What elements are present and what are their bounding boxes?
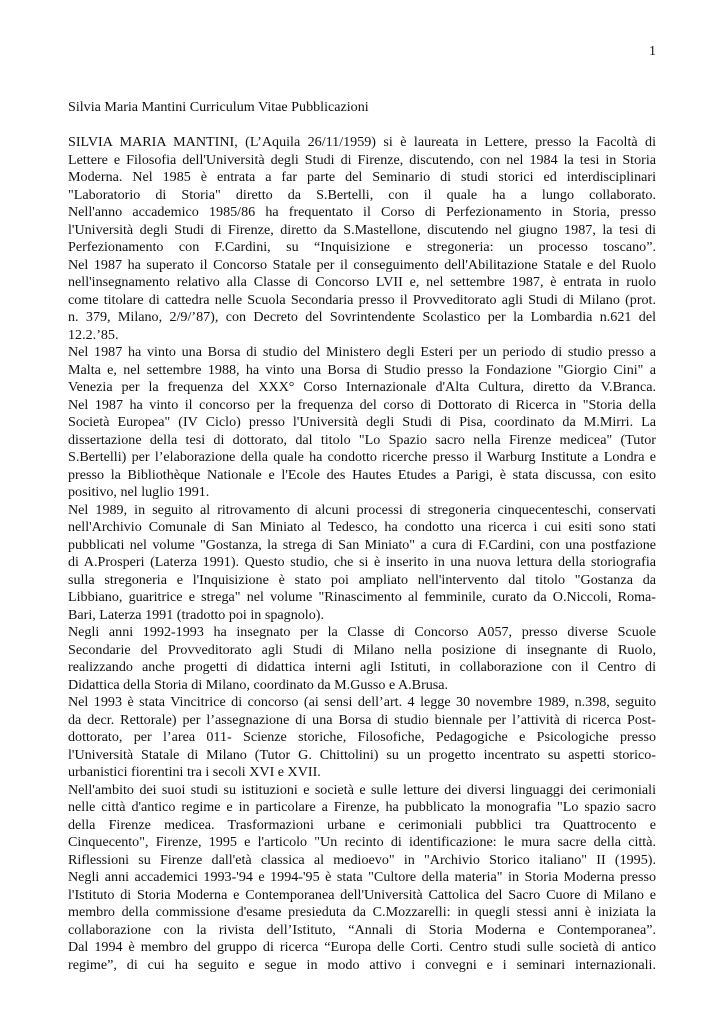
text-line: n. 379, Milano, 2/9/’87), con Decreto del Sovrintendente Scolastico per la Lombardia n.621 del: [68, 309, 656, 325]
text-line: l'Università degli Studi di Firenze, diretto da S.Mastellone, discutendo nel giugno 1987, la tesi di: [68, 221, 656, 238]
text-line: nell'insegnamento relativo alla Classe di Concorso LVII e, nel settembre 1987, è entrata in ruolo: [68, 274, 656, 290]
text-line: Nell'ambito dei suoi studi su istituzioni e società e sulle letture dei diversi linguaggi dei cerimoniali: [68, 781, 656, 798]
text-line: Nel 1987 ha superato il Concorso Statale per il conseguimento dell'Abilitazione Statale e del Ruolo: [68, 256, 656, 273]
text-line: sulla stregoneria e l'Inquisizione è stato poi ampliato nell'intervento dal titolo "Gostanza da: [68, 571, 656, 588]
text-line: Negli anni 1992-1993 ha insegnato per la Classe di Concorso A057, presso diverse Scuole: [68, 624, 656, 640]
document-body: [68, 134, 656, 974]
text-line: 12.2.’85.: [68, 326, 119, 343]
text-line: Nell'anno accademico 1985/86 ha frequentato il Corso di Perfezionamento in Storia, presso: [68, 204, 656, 220]
text-line: di A.Prosperi (Laterza 1991). Questo studio, che si è inserito in una nuova lettura della storiografia: [68, 554, 656, 570]
text-line: regime”, di cui ha seguito e segue in modo attivo i convegni e i seminari internazionali.: [68, 956, 656, 973]
text-line: dissertazione della tesi di dottorato, dal titolo "Lo Spazio sacro nella Firenze medicea" (Tutor: [68, 431, 656, 448]
text-line: Nel 1987 ha vinto il concorso per la frequenza del corso di Dottorato di Ricerca in "Storia della: [68, 396, 656, 413]
text-line: Nel 1989, in seguito al ritrovamento di alcuni processi di stregoneria cinquecenteschi, conservati: [68, 501, 656, 518]
page-number: 1: [649, 44, 656, 59]
text-line: Bari, Laterza 1991 (tradotto poi in spagnolo).: [68, 606, 324, 623]
text-line: da decr. Rettorale) per l’assegnazione di una Borsa di studio biennale per l’attività di ricerca Post-: [68, 711, 656, 728]
text-line: Nel 1987 ha vinto una Borsa di studio del Ministero degli Esteri per un periodo di studio presso a: [68, 344, 656, 360]
text-line: Negli anni accademici 1993-'94 e 1994-'95 è stata "Cultore della materia" in Storia Moderna presso: [68, 869, 656, 885]
text-line: presso la Bibliothèque Nationale e l'Ecole des Hautes Etudes a Parigi, è stata discussa, con esito: [68, 466, 656, 483]
text-line: Lettere e Filosofia dell'Università degli Studi di Firenze, discutendo, con nel 1984 la tesi in Storia: [68, 151, 656, 168]
text-line: Cinquecento", Firenze, 1995 e l'articolo "Un recinto di identificazione: le mura sacre della città.: [68, 834, 656, 850]
text-line: positivo, nel luglio 1991.: [68, 484, 210, 500]
text-line: Secondarie del Provveditorato agli Studi di Milano nella posizione di insegnante di Ruolo,: [68, 641, 656, 658]
text-line: nelle città d'antico regime e in particolare a Firenze, ha pubblicato la monografia "Lo spazio sacro: [68, 799, 656, 815]
document-title: Silvia Maria Mantini Curriculum Vitae Pubblicazioni: [68, 99, 369, 115]
text-line: nell'Archivio Comunale di San Miniato al Tedesco, ha condotto una ricerca i cui esiti sono stati: [68, 519, 656, 535]
text-line: Moderna. Nel 1985 è entrata a far parte del Seminario di studi storici ed interdisciplinari: [68, 169, 656, 185]
text-line: membro della commissione d'esame presieduta da C.Mozzarelli: in quegli stessi anni è iniziata la: [68, 904, 656, 920]
text-line: SILVIA MARIA MANTINI, (L’Aquila 26/11/1959) si è laureata in Lettere, presso la Facoltà di: [68, 134, 656, 150]
text-line: Malta e, nel settembre 1988, ha vinto una Borsa di Studio presso la Fondazione "Giorgio Cini" a: [68, 361, 656, 378]
text-line: Riflessioni su Firenze dall'età classica al medioevo" in "Archivio Storico italiano" II (1995).: [68, 851, 656, 868]
text-line: Perfezionamento con F.Cardini, su “Inquisizione e stregoneria: un processo toscano”.: [68, 239, 656, 255]
text-line: della Firenze medicea. Trasformazioni urbane e cerimoniali pubblici tra Quattrocento e: [68, 816, 656, 833]
text-line: "Laboratorio di Storia" diretto da S.Bertelli, con il quale ha a lungo collaborato.: [68, 186, 656, 203]
text-line: Nel 1993 è stata Vincitrice di concorso (ai sensi dell’art. 4 legge 30 novembre 1989, n.398, seguito: [68, 694, 656, 710]
text-line: dottorato, per l’area 011- Scienze storiche, Filosofiche, Pedagogiche e Psicologiche presso: [68, 729, 656, 745]
text-line: l'Istituto di Storia Moderna e Contemporanea dell'Università Cattolica del Sacro Cuore di Milano e: [68, 886, 656, 903]
text-line: realizzando anche progetti di didattica interni agli Istituti, in collaborazione con il Centro di: [68, 659, 656, 675]
text-line: pubblicati nel volume "Gostanza, la strega di San Miniato" a cura di F.Cardini, con una postfazione: [68, 536, 656, 553]
text-line: l'Università Statale di Milano (Tutor G. Chittolini) su un progetto incentrato su aspetti storico-: [68, 746, 656, 763]
text-line: collaborazione con la rivista dell’Istituto, “Annali di Storia Moderna e Contemporanea”.: [68, 921, 656, 938]
text-line: S.Bertelli) per l’elaborazione della quale ha condotto ricerche presso il Warburg Institute a Londra e: [68, 449, 656, 465]
text-line: come titolare di cattedra nelle Scuola Secondaria presso il Provveditorato agli Studi di Milano (prot.: [68, 291, 656, 308]
text-line: Dal 1994 è membro del gruppo di ricerca “Europa delle Corti. Centro studi sulle società di antico: [68, 939, 656, 955]
text-line: Società Europea" (IV Ciclo) presso l'Università degli Studi di Pisa, coordinato da M.Mirri. La: [68, 414, 656, 430]
text-line: urbanistici fiorentini tra i secoli XVI e XVII.: [68, 764, 321, 780]
text-line: Didattica della Storia di Milano, coordinato da M.Gusso e A.Brusa.: [68, 676, 449, 693]
text-line: Venezia per la frequenza del XXX° Corso Internazionale d'Alta Cultura, diretto da V.Branca.: [68, 379, 656, 395]
text-line: Libbiano, guaritrice e strega" nel volume "Rinascimento al femminile, curato da O.Niccoli, Roma-: [68, 589, 656, 605]
